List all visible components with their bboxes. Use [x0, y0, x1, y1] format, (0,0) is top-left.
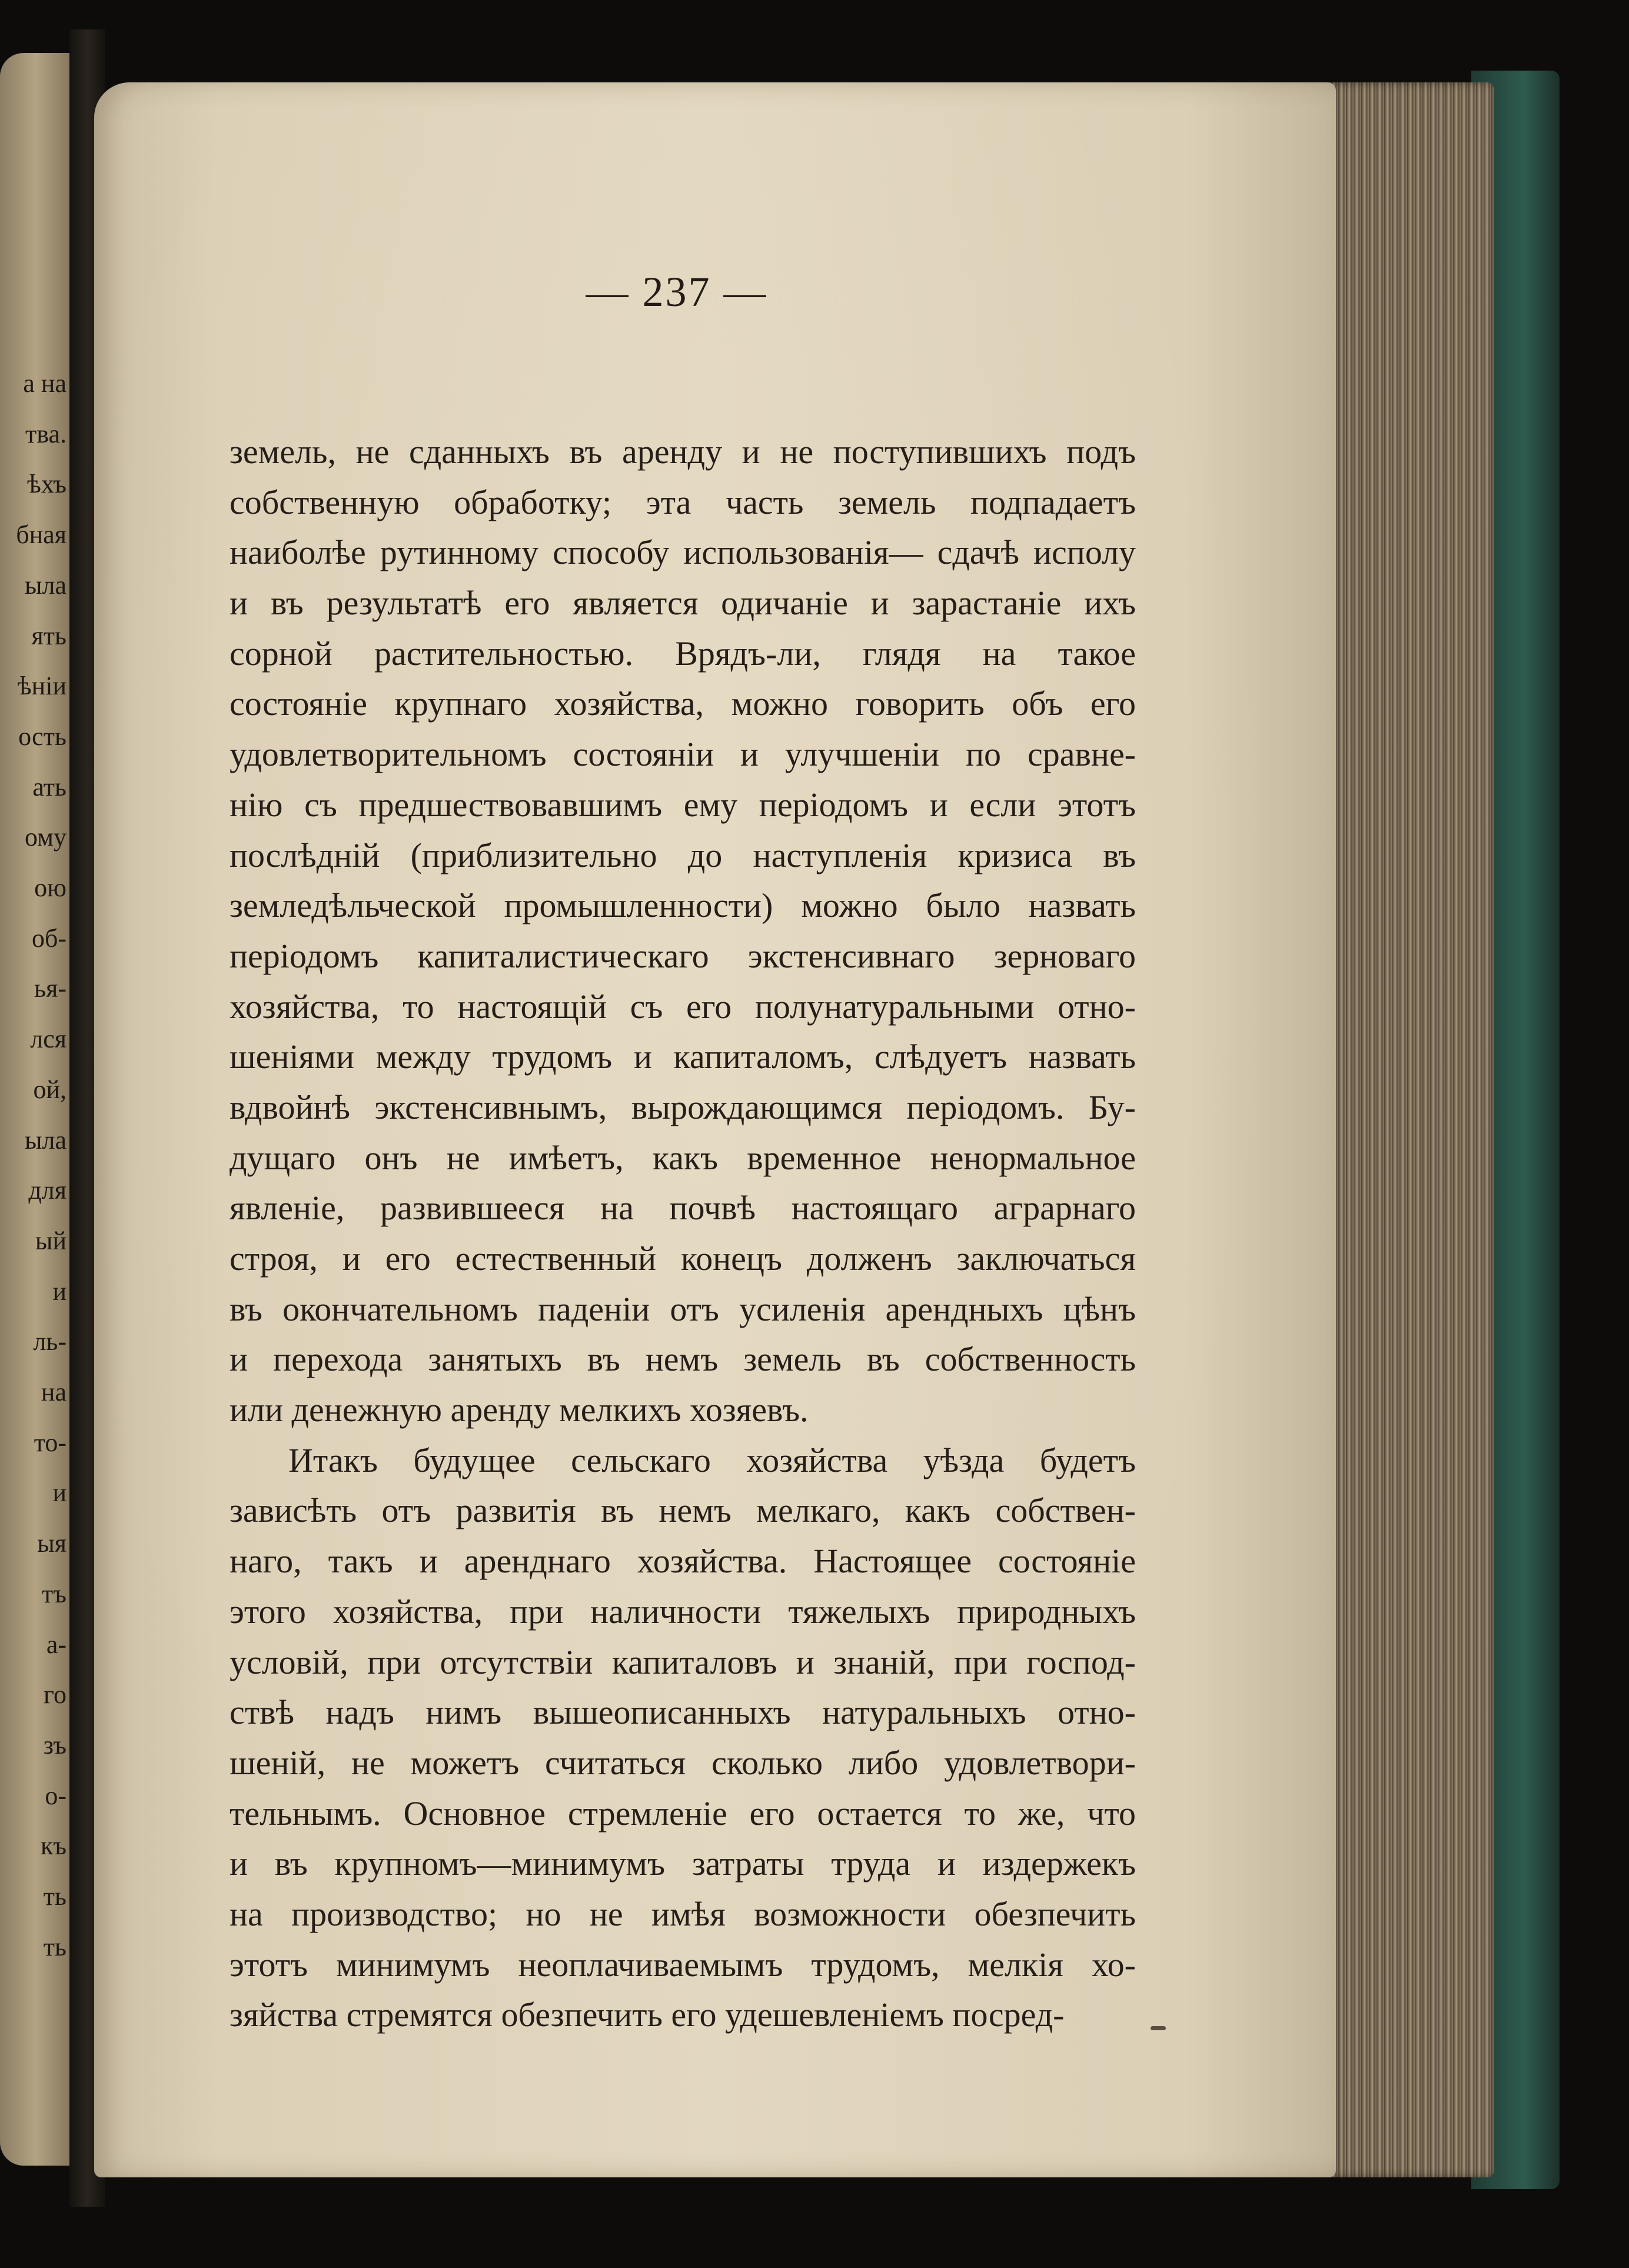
text-line: ствѣ надъ нимъ вышеописанныхъ натуральныхъ отно-: [230, 1693, 1136, 1732]
text-line: собственную обработку; эта часть земель подпадаетъ: [230, 483, 1136, 521]
text-line: явленіе, развившееся на почвѣ настоящаго аграрнаго: [230, 1189, 1136, 1228]
text-line: и въ результатѣ его является одичаніе и зарастаніе ихъ: [230, 584, 1136, 623]
left-page-fragment: и: [52, 1478, 67, 1508]
paragraph: [230, 427, 1136, 1435]
left-page-fragment: зъ: [43, 1730, 67, 1760]
text-line: и перехода занятыхъ въ немъ земель въ собственность: [230, 1340, 1136, 1379]
left-page-fragment: и: [52, 1276, 67, 1306]
left-page-fragment: ть: [43, 1882, 67, 1911]
paper-speck: [1151, 2026, 1166, 2030]
text-line: дущаго онъ не имѣетъ, какъ временное ненормальное: [230, 1138, 1136, 1177]
left-page-fragment: то-: [34, 1428, 67, 1457]
page-number: — 237 —: [586, 268, 768, 315]
right-page: [94, 82, 1336, 2177]
text-line: нію съ предшествовавшимъ ему періодомъ и если этотъ: [230, 785, 1136, 824]
left-page-fragment: ость: [18, 721, 67, 751]
text-line: этотъ минимумъ неоплачиваемымъ трудомъ, мелкія хо-: [230, 1945, 1136, 1984]
text-line: шеніями между трудомъ и капиталомъ, слѣдуетъ назвать: [230, 1037, 1136, 1076]
text-line: удовлетворительномъ состояніи и улучшеніи по сравне-: [230, 735, 1136, 774]
text-line: въ окончательномъ паденіи отъ усиленія арендныхъ цѣнъ: [230, 1289, 1136, 1328]
left-page-fragment: ать: [32, 772, 67, 802]
left-page-fragment: ть: [43, 1932, 67, 1961]
left-page-fragment: ять: [31, 621, 67, 650]
left-page-fragment: бная: [16, 520, 67, 550]
left-page-fragment: об-: [31, 923, 67, 953]
text-line: на производство; но не имѣя возможности обезпечить: [230, 1894, 1136, 1933]
text-line: этого хозяйства, при наличности тяжелыхъ природныхъ: [230, 1592, 1136, 1631]
text-line: хозяйства, то настоящій съ его полунатуральными отно-: [230, 987, 1136, 1026]
left-page-fragment: а-: [46, 1629, 67, 1659]
text-line: періодомъ капиталистическаго экстенсивнаго зерноваго: [230, 936, 1136, 975]
left-page-fragment: ыла: [24, 570, 67, 600]
text-line: земледѣльческой промышленности) можно было назвать: [230, 886, 1136, 925]
left-page-fragment: ыла: [24, 1125, 67, 1155]
left-page-fragment: ья-: [34, 974, 67, 1003]
left-page-fragment: ѣхъ: [27, 470, 67, 499]
text-line: шеній, не можетъ считаться сколько либо удовлетвори-: [230, 1743, 1136, 1782]
text-line: сорной растительностью. Врядъ-ли, глядя на такое: [230, 634, 1136, 673]
text-line: тельнымъ. Основное стремленіе его остается то же, что: [230, 1794, 1136, 1833]
text-line: или денежную аренду мелкихъ хозяевъ.: [230, 1391, 809, 1429]
left-page-fragment: ль-: [33, 1327, 67, 1356]
left-page-fragment: о-: [45, 1781, 67, 1810]
text-line: условій, при отсутствіи капиталовъ и знаній, при господ-: [230, 1642, 1136, 1681]
text-line: наго, такъ и аренднаго хозяйства. Настоящее состояніе: [230, 1542, 1136, 1581]
text-line: состояніе крупнаго хозяйства, можно говорить объ его: [230, 684, 1136, 723]
left-page-fragment: лся: [30, 1025, 67, 1054]
left-page-fragment: ый: [35, 1226, 67, 1255]
text-line: вдвойнѣ экстенсивнымъ, вырождающимся періодомъ. Бу-: [230, 1088, 1136, 1126]
left-page-fragment: для: [28, 1176, 67, 1205]
page-block-edges: [1323, 82, 1494, 2177]
paragraph: [230, 1435, 1136, 2040]
text-line: строя, и его естественный конецъ долженъ заключаться: [230, 1239, 1136, 1278]
left-page-fragment: тва.: [25, 419, 67, 448]
left-page-fragment: къ: [40, 1831, 67, 1861]
left-page-fragment: ой,: [33, 1075, 67, 1104]
left-page-fragment: на: [41, 1378, 67, 1406]
left-page-fragment: тъ: [42, 1579, 67, 1608]
left-page-fragment: ому: [24, 823, 67, 852]
body-text: [230, 427, 1136, 2040]
text-line: наиболѣе рутинному способу использованія— сдачѣ исполу: [230, 533, 1136, 572]
text-line: послѣдній (приблизительно до наступленія кризиса въ: [230, 836, 1136, 874]
left-page-fragment: ою: [34, 873, 67, 902]
left-page-fragment: ыя: [37, 1529, 67, 1558]
text-line: зяйства стремятся обезпечить его удешевленіемъ посред-: [230, 1996, 1065, 2034]
text-line: земель, не сданныхъ въ аренду и не поступившихъ подъ: [230, 433, 1136, 471]
left-page-fragment: го: [44, 1680, 67, 1710]
text-line: зависѣть отъ развитія въ немъ мелкаго, какъ собствен-: [230, 1491, 1136, 1530]
left-page-edge: [0, 53, 79, 2166]
text-line: Итакъ будущее сельскаго хозяйства уѣзда будетъ: [288, 1441, 1136, 1479]
left-page-fragment: ѣніи: [17, 671, 67, 701]
left-page-fragment: а на: [23, 369, 67, 398]
text-line: и въ крупномъ—минимумъ затраты труда и издержекъ: [230, 1844, 1136, 1883]
